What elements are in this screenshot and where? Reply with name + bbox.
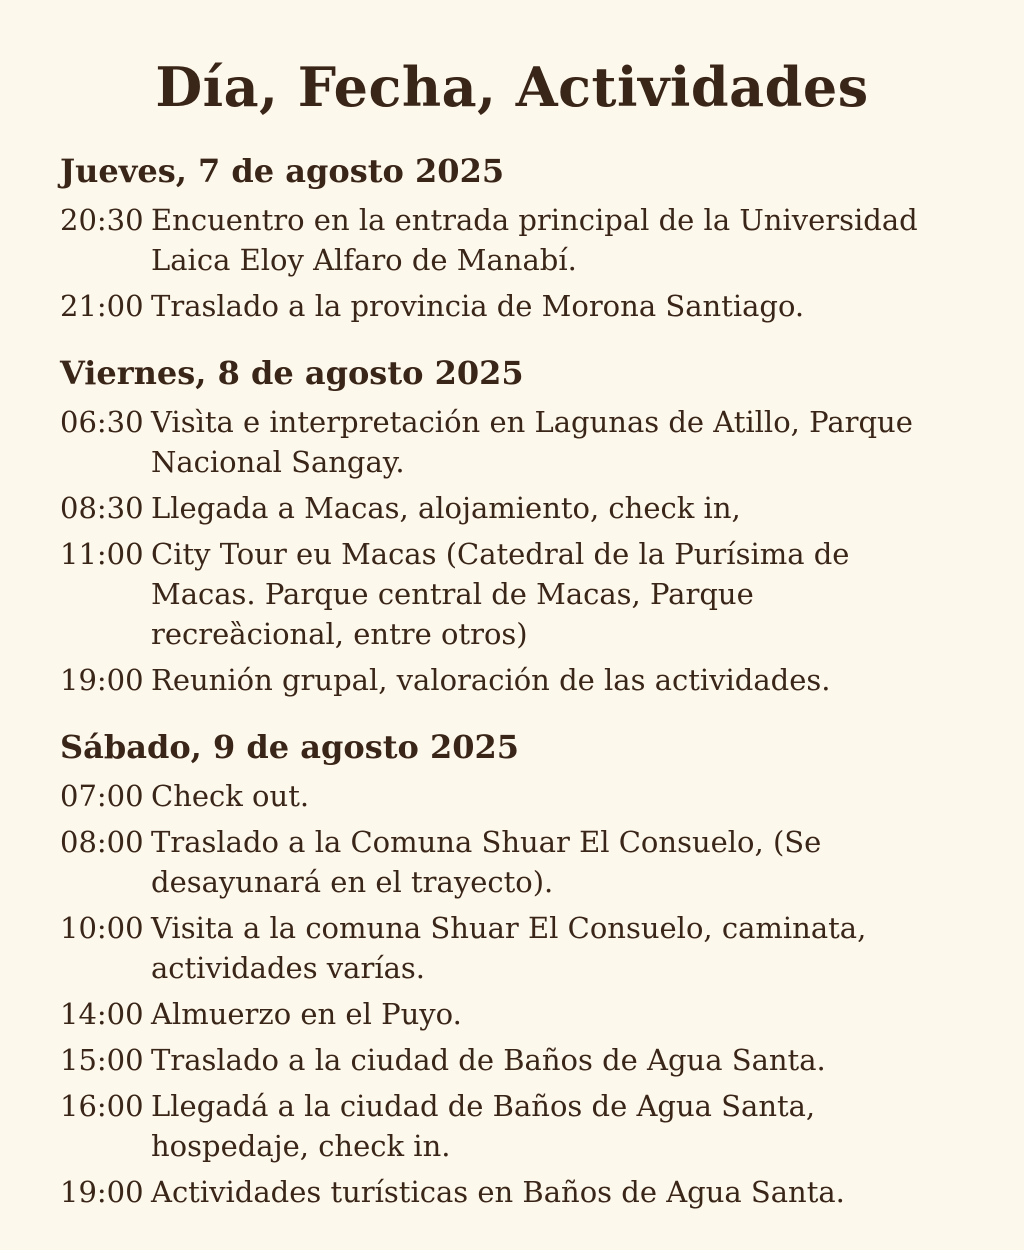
event-time: 21:00 [60,289,144,323]
event-time: 07:00 [60,779,144,813]
event-row [60,200,964,280]
event-row [60,286,964,326]
event-time: 11:00 [60,537,144,571]
day-section-thursday [60,150,964,326]
event-description: Actividades turísticas en Baños de Agua Santa. [151,1175,845,1209]
page-title: Día, Fecha, Actividades [155,55,869,119]
event-time: 14:00 [60,997,144,1031]
event-time: 19:00 [60,663,144,697]
event-time: 08:30 [60,491,144,525]
event-description: Visita a la comuna Shuar El Consuelo, caminata, actividades varías. [151,911,867,985]
event-row [60,994,964,1034]
event-description: Visìta e interpretación en Lagunas de Atillo, Parque Nacional Sangay. [151,405,913,479]
event-time: 15:00 [60,1043,144,1077]
event-row [60,488,964,528]
event-time: 16:00 [60,1089,144,1123]
event-row [60,534,964,654]
event-row [60,1172,964,1212]
day-section-friday [60,352,964,700]
event-row [60,1086,964,1166]
event-description: Encuentro en la entrada principal de la Universidad Laica Eloy Alfaro de Manabí. [151,203,918,277]
event-description: Traslado a la Comuna Shuar El Consuelo, (Se desayunará en el trayecto). [151,825,822,899]
event-description: Llegada a Macas, alojamiento, check in, [151,491,741,525]
event-description: City Tour eu Macas (Catedral de la Purísima de Macas. Parque central de Macas, Parque recreȁcional, entre otros) [151,537,850,651]
event-description: Llegadá a la ciudad de Baños de Agua Santa, hospedaje, check in. [151,1089,816,1163]
event-row [60,402,964,482]
event-description: Check out. [151,779,310,813]
day-heading: Viernes, 8 de agosto 2025 [60,354,524,392]
event-time: 10:00 [60,911,144,945]
day-heading: Jueves, 7 de agosto 2025 [60,152,505,190]
event-description: Almuerzo en el Puyo. [151,997,462,1031]
day-heading: Sábado, 9 de agosto 2025 [60,728,520,766]
event-row [60,1040,964,1080]
event-row [60,908,964,988]
event-row [60,776,964,816]
event-time: 19:00 [60,1175,144,1209]
event-description: Traslado a la ciudad de Baños de Agua Santa. [151,1043,826,1077]
event-time: 20:30 [60,203,144,237]
event-row [60,660,964,700]
event-description: Reunión grupal, valoración de las actividades. [151,663,831,697]
event-time: 06:30 [60,405,144,439]
day-section-saturday [60,726,964,1212]
event-row [60,822,964,902]
event-time: 08:00 [60,825,144,859]
event-description: Traslado a la provincia de Morona Santiago. [151,289,805,323]
